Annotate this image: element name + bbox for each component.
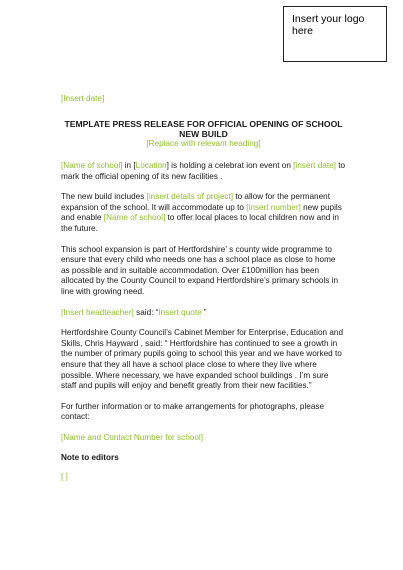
document-title: TEMPLATE PRESS RELEASE FOR OFFICIAL OPENING OF SCHOOL NEW BUILD xyxy=(64,118,343,139)
event-date-placeholder: [insert date] xyxy=(293,161,336,170)
paragraph-intro: [Name of school] in [Location] is holding a celebrat ion event on [insert date] to mark the official opening of its new facilities . xyxy=(61,161,346,181)
project-details-placeholder: [insert details of project] xyxy=(146,192,234,202)
paragraph-further-info: For further information or to make arrangements for photographs, please contact: xyxy=(61,401,325,422)
logo-placeholder-box xyxy=(283,6,387,62)
school-name-placeholder: [Name of school] xyxy=(61,161,123,170)
contact-placeholder: [Name and Contact Number for school] xyxy=(61,432,203,442)
paragraph-new-build: The new build includes [insert details of project] to allow for the permanent expansion of the school. It will accommodate up to [insert number] new pupils and enable [Name of school] to offer local places to local children now and in the future. xyxy=(61,192,342,233)
press-release-body xyxy=(61,94,346,483)
school-name-placeholder-2: [Name of school] xyxy=(103,213,166,223)
note-to-editors-heading: Note to editors xyxy=(61,453,119,463)
pupil-number-placeholder: [insert number] xyxy=(246,202,301,212)
paragraph-cabinet-member: Hertfordshire County Council’s Cabinet Member for Enterprise, Education and Skills, Chris Hayward , said: “ Hertfordshire has continued to see a growth in the number of primary pupils going to school this year and we have worked to ensure that they all have a school place close to where they live where possible. Where necessary, we have expanded school buildings . I’m sure staff and pupils will enjoy and benefit greatly from their new facilities.” xyxy=(61,328,344,391)
quote-placeholder: Insert quote xyxy=(158,307,202,317)
paragraph-headteacher-quote: [Insert headteacher] said: “Insert quote ” xyxy=(61,307,207,317)
logo-placeholder-text: Insert your logo here xyxy=(292,13,365,37)
heading-placeholder: [Replace with relevant heading] xyxy=(146,139,261,149)
note-placeholder: [ ] xyxy=(61,472,68,482)
insert-date-placeholder: [Insert date] xyxy=(61,94,105,103)
location-placeholder: Location xyxy=(135,161,167,170)
paragraph-expansion: This school expansion is part of Hertfordshire’ s county wide programme to ensure that every child who needs one has a school place as close to home as possible and in suitable accommodation. Over £100million has been allocated by the County Council to expand Hertfordshire’s primary schools in line with growing need. xyxy=(61,244,338,296)
headteacher-placeholder: [Insert headteacher] xyxy=(61,307,134,317)
